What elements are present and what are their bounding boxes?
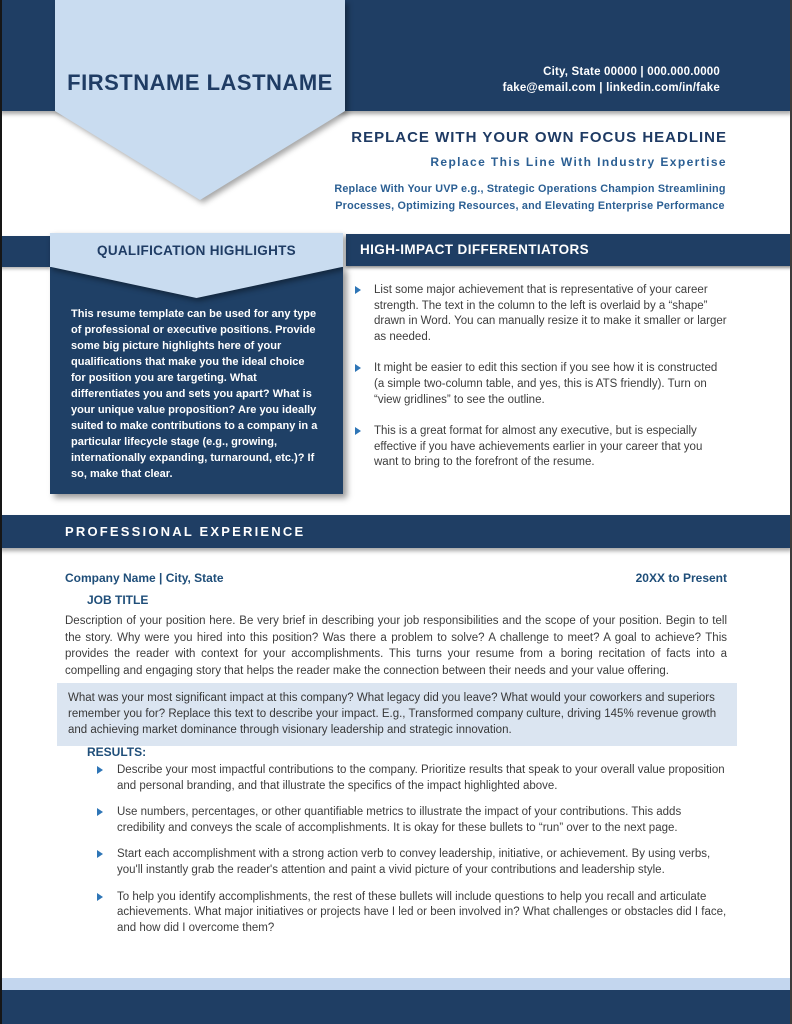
list-item [346, 424, 728, 471]
triangle-bullet-icon [97, 766, 103, 774]
industry-expertise-line: Replace This Line With Industry Expertise [430, 155, 727, 169]
result-text: Start each accomplishment with a strong action verb to convey leadership, initiative, or achievement. By using verbs, you'll instantly grab the reader's attention and paint a vivid picture of your contributions and leadership style. [117, 848, 711, 876]
footer-light-strip [0, 978, 792, 990]
uvp-statement [318, 181, 742, 214]
uvp-line-1: Replace With Your UVP e.g., Strategic Operations Champion Streamlining [334, 183, 726, 195]
contact-location-phone: City, State 00000 | 000.000.0000 [543, 66, 720, 78]
differentiators-header-bar [346, 234, 792, 266]
triangle-bullet-icon [97, 808, 103, 816]
differentiators-title: HIGH-IMPACT DIFFERENTIATORS [360, 242, 590, 257]
result-text: Use numbers, percentages, or other quantifiable metrics to illustrate the impact of your contributions. This adds credibility and conveys the scale of accomplishments. It is okay for these bullets to “run” over to the next page. [117, 806, 682, 834]
triangle-bullet-icon [97, 893, 103, 901]
triangle-bullet-icon [355, 427, 361, 435]
triangle-bullet-icon [355, 364, 361, 372]
employment-dates: 20XX to Present [635, 571, 727, 585]
professional-experience-title: PROFESSIONAL EXPERIENCE [65, 524, 306, 539]
differentiator-text: This is a great format for almost any executive, but is especially effective if you have achievements earlier in your career that you want to bring to the forefront of the resume. [374, 425, 703, 469]
list-item [97, 890, 729, 937]
name-ribbon-shape [55, 0, 345, 200]
job-description: Description of your position here. Be very brief in describing your job responsibilities and the scope of your position. Begin to tell the story. Why were you hired into this position? Was there a problem to solve? A challenge to meet? A goal to achieve? This provides the reader with context for your accomplishments. This turns your resume from a boring recitation of facts into a compelling and engaging story that helps the reader make the connection between their needs and your value offering. [65, 615, 727, 677]
impact-highlight-box: What was your most significant impact at this company? What legacy did you leave? What would your coworkers and superiors remember you for? Replace this text to describe your impact. E.g., Transformed company culture, driving 145% revenue growth and achieving market dominance through visionary leadership and strategic innovation. [57, 683, 737, 746]
professional-experience-bar [0, 515, 792, 548]
result-text: Describe your most impactful contributions to the company. Prioritize results that speak to your overall value proposition and personal branding, and that illustrate the specifics of the impact highlighted above. [117, 764, 725, 792]
candidate-name: FIRSTNAME LASTNAME [67, 70, 333, 95]
contact-email-linkedin: fake@email.com | linkedin.com/in/fake [502, 82, 720, 94]
results-label: RESULTS: [87, 745, 147, 759]
company-name: Company Name | City, State [65, 571, 224, 585]
qualification-highlights-title: QUALIFICATION HIGHLIGHTS [97, 243, 296, 258]
differentiator-text: List some major achievement that is representative of your career strength. The text in the column to the left is overlaid by a “shape” drawn in Word. You can manually resize it to make it smaller or larger as needed. [374, 284, 727, 343]
triangle-bullet-icon [355, 286, 361, 294]
list-item [346, 283, 728, 345]
qualification-highlights-text: This resume template can be used for any type of professional or executive positions. Provide some big picture highlights here of your qualifications that make you the ideal choice for position you are targeting. What differentiates you and sets you apart? What is your unique value proposition? Are you ideally suited to make contributions to a company in a particular lifecycle stage (e.g., growing, internationally expanding, turnaround, etc.)? If so, make that clear. [71, 308, 318, 480]
list-item [97, 805, 729, 836]
focus-headline: REPLACE WITH YOUR OWN FOCUS HEADLINE [351, 129, 727, 146]
uvp-line-2: Processes, Optimizing Resources, and Elevating Enterprise Performance [335, 199, 725, 212]
results-list [97, 763, 729, 947]
differentiators-list [346, 283, 728, 487]
headline-block [318, 129, 742, 214]
qualification-highlights-banner [50, 233, 343, 298]
experience-header-row [65, 571, 727, 585]
name-ribbon [55, 0, 345, 200]
section-bar-left-stub [0, 236, 50, 267]
list-item [97, 847, 729, 878]
list-item [97, 763, 729, 794]
triangle-bullet-icon [97, 850, 103, 858]
job-title: JOB TITLE [87, 593, 149, 607]
qualification-highlights-box [50, 267, 343, 494]
list-item [346, 361, 728, 408]
page-left-edge [0, 0, 2, 1024]
contact-block [503, 64, 720, 96]
result-text: To help you identify accomplishments, the rest of these bullets will include questions to help you recall and articulate achievements. What major initiatives or projects have I led or been involved in? What challenges or obstacles did I face, and how did I overcome them? [117, 890, 727, 934]
footer-band [0, 990, 792, 1024]
differentiator-text: It might be easier to edit this section if you see how it is constructed (a simple two-column table, and yes, this is ATS friendly). Turn on “view gridlines” to see the outline. [374, 362, 718, 406]
